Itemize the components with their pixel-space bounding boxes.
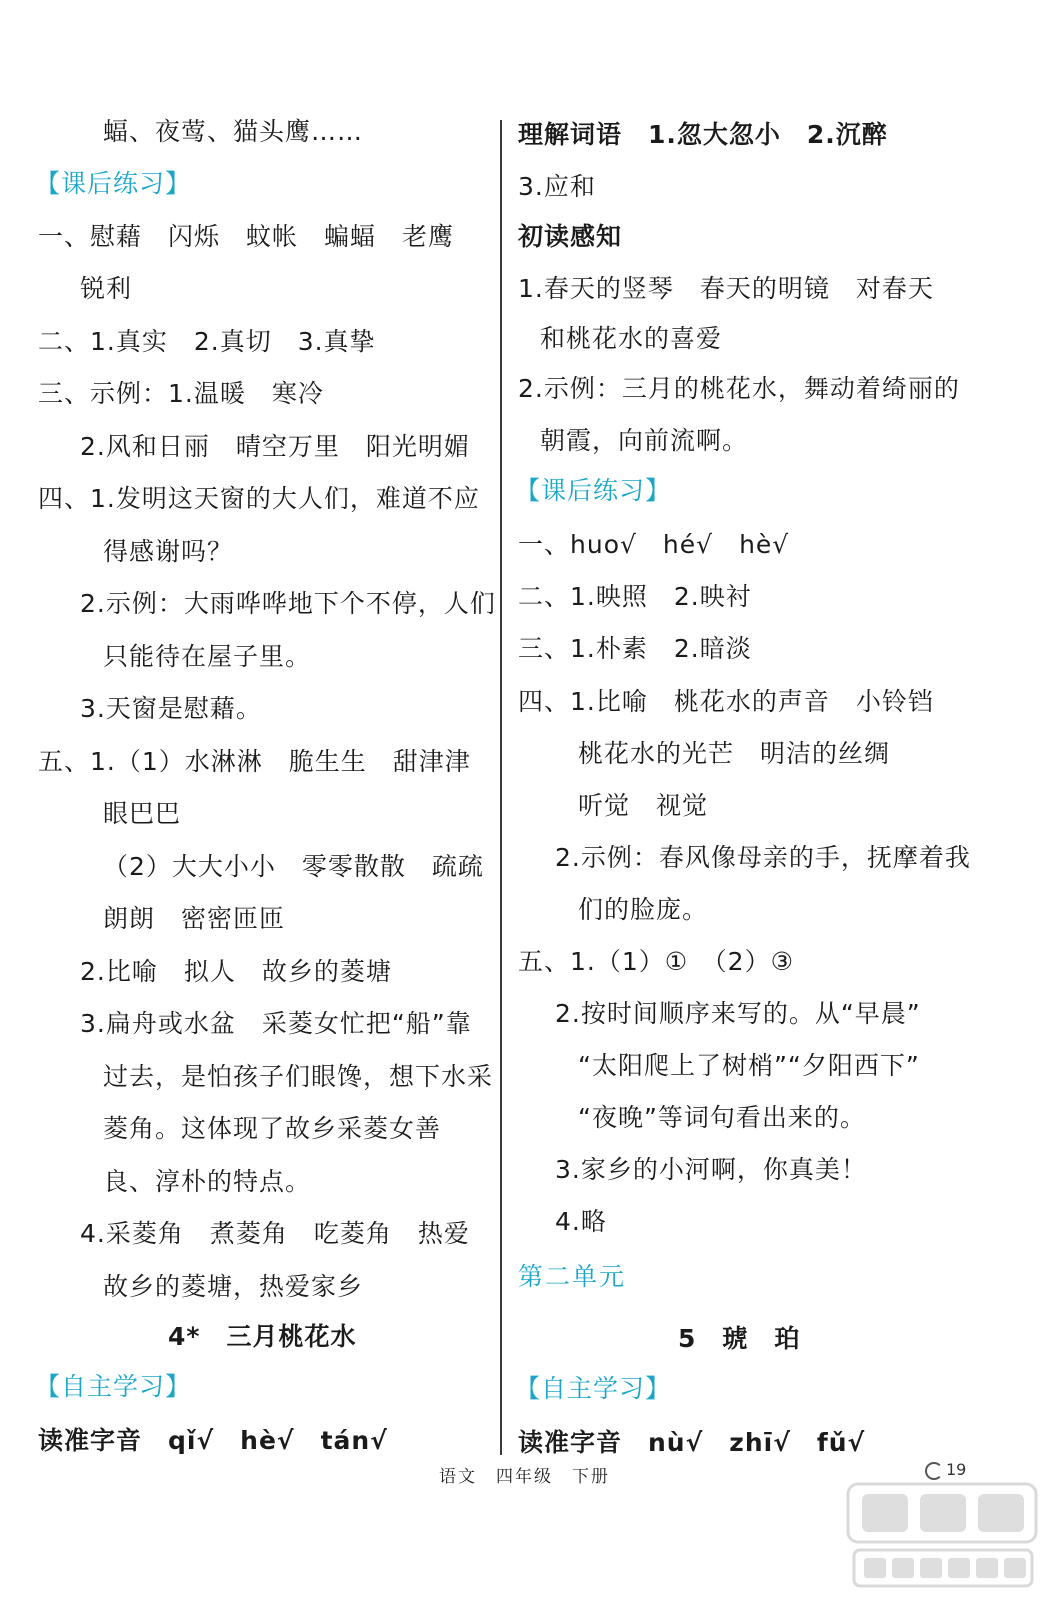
text-line: 过去，是怕孩子们眼馋，想下水采	[103, 1062, 494, 1091]
page-number-text: 19	[946, 1460, 967, 1479]
text-line: 和桃花水的喜爱	[540, 324, 723, 353]
section-heading-practice: 【课后练习】	[515, 476, 672, 505]
text-line: 桃花水的光芒 明洁的丝绸	[578, 739, 891, 768]
text-line: 良、淳朴的特点。	[103, 1167, 312, 1196]
text-line: （2）大大小小 零零散散 疏疏	[103, 852, 484, 881]
watermark-logo	[840, 1478, 1045, 1596]
text-line: “太阳爬上了树梢”“夕阳西下”	[578, 1051, 920, 1080]
text-line: 4.采菱角 煮菱角 吃菱角 热爱	[80, 1219, 470, 1248]
text-line: 3.应和	[518, 172, 596, 201]
section-heading-self-study: 【自主学习】	[515, 1374, 672, 1403]
text-line: 2.按时间顺序来写的。从“早晨”	[555, 999, 921, 1028]
text-line: 2.示例：三月的桃花水，舞动着绮丽的	[518, 374, 960, 403]
page-number	[925, 1460, 966, 1480]
text-line: 2.示例：春风像母亲的手，抚摩着我	[555, 843, 971, 872]
text-line: 五、1.（1）① （2）③	[518, 947, 794, 976]
text-line: 三、1.朴素 2.暗淡	[518, 634, 752, 663]
text-line: 四、1.发明这天窗的大人们，难道不应	[38, 484, 480, 513]
text-line: 3.扁舟或水盆 采菱女忙把“船”靠	[80, 1009, 472, 1038]
text-line: 听觉 视觉	[578, 791, 709, 820]
text-line: 四、1.比喻 桃花水的声音 小铃铛	[518, 687, 934, 716]
text-line: “夜晚”等词句看出来的。	[578, 1103, 866, 1132]
text-line: 一、慰藉 闪烁 蚊帐 蝙蝠 老鹰	[38, 222, 455, 251]
text-line: 4.略	[555, 1207, 607, 1236]
text-line: 2.示例：大雨哗哗地下个不停，人们	[80, 589, 496, 618]
text-line: 二、1.映照 2.映衬	[518, 582, 752, 611]
section-heading-self-study: 【自主学习】	[35, 1372, 192, 1401]
text-line: 五、1.（1）水淋淋 脆生生 甜津津	[38, 747, 471, 776]
text-line: 锐利	[80, 274, 133, 303]
text-line: 三、示例：1.温暖 寒冷	[38, 379, 324, 408]
text-line: 读准字音 qǐ√ hè√ tán√	[38, 1426, 388, 1455]
text-line: 朝霞，向前流啊。	[540, 426, 749, 455]
lesson-title: 5 琥 珀	[678, 1324, 801, 1353]
text-line: 们的脸庞。	[578, 895, 709, 924]
subheading: 初读感知	[518, 222, 623, 251]
text-line: 2.比喻 拟人 故乡的菱塘	[80, 957, 392, 986]
text-line: 只能待在屋子里。	[103, 642, 312, 671]
text-line: 眼巴巴	[103, 799, 182, 828]
text-line: 理解词语 1.忽大忽小 2.沉醉	[518, 120, 888, 149]
page-footer: 语文 四年级 下册	[439, 1467, 610, 1487]
text-line: 读准字音 nù√ zhī√ fǔ√	[518, 1428, 866, 1457]
text-line: 2.风和日丽 晴空万里 阳光明媚	[80, 432, 470, 461]
text-line: 3.天窗是慰藉。	[80, 694, 262, 723]
text-line: 二、1.真实 2.真切 3.真挚	[38, 327, 376, 356]
column-divider	[500, 120, 502, 1455]
text-line: 得感谢吗？	[103, 537, 234, 566]
lesson-title: 4* 三月桃花水	[168, 1322, 357, 1351]
text-line: 菱角。这体现了故乡采菱女善	[103, 1114, 442, 1143]
section-heading-practice: 【课后练习】	[35, 169, 192, 198]
text-line: 朗朗 密密匝匝	[103, 904, 286, 933]
unit-heading: 第二单元	[518, 1262, 627, 1291]
text-line: 故乡的菱塘，热爱家乡	[103, 1272, 364, 1301]
text-line: 一、huo√ hé√ hè√	[518, 530, 790, 559]
swirl-icon	[925, 1462, 943, 1480]
text-line: 3.家乡的小河啊，你真美！	[555, 1155, 867, 1184]
text-line: 蝠、夜莺、猫头鹰……	[103, 117, 364, 146]
text-line: 1.春天的竖琴 春天的明镜 对春天	[518, 274, 934, 303]
